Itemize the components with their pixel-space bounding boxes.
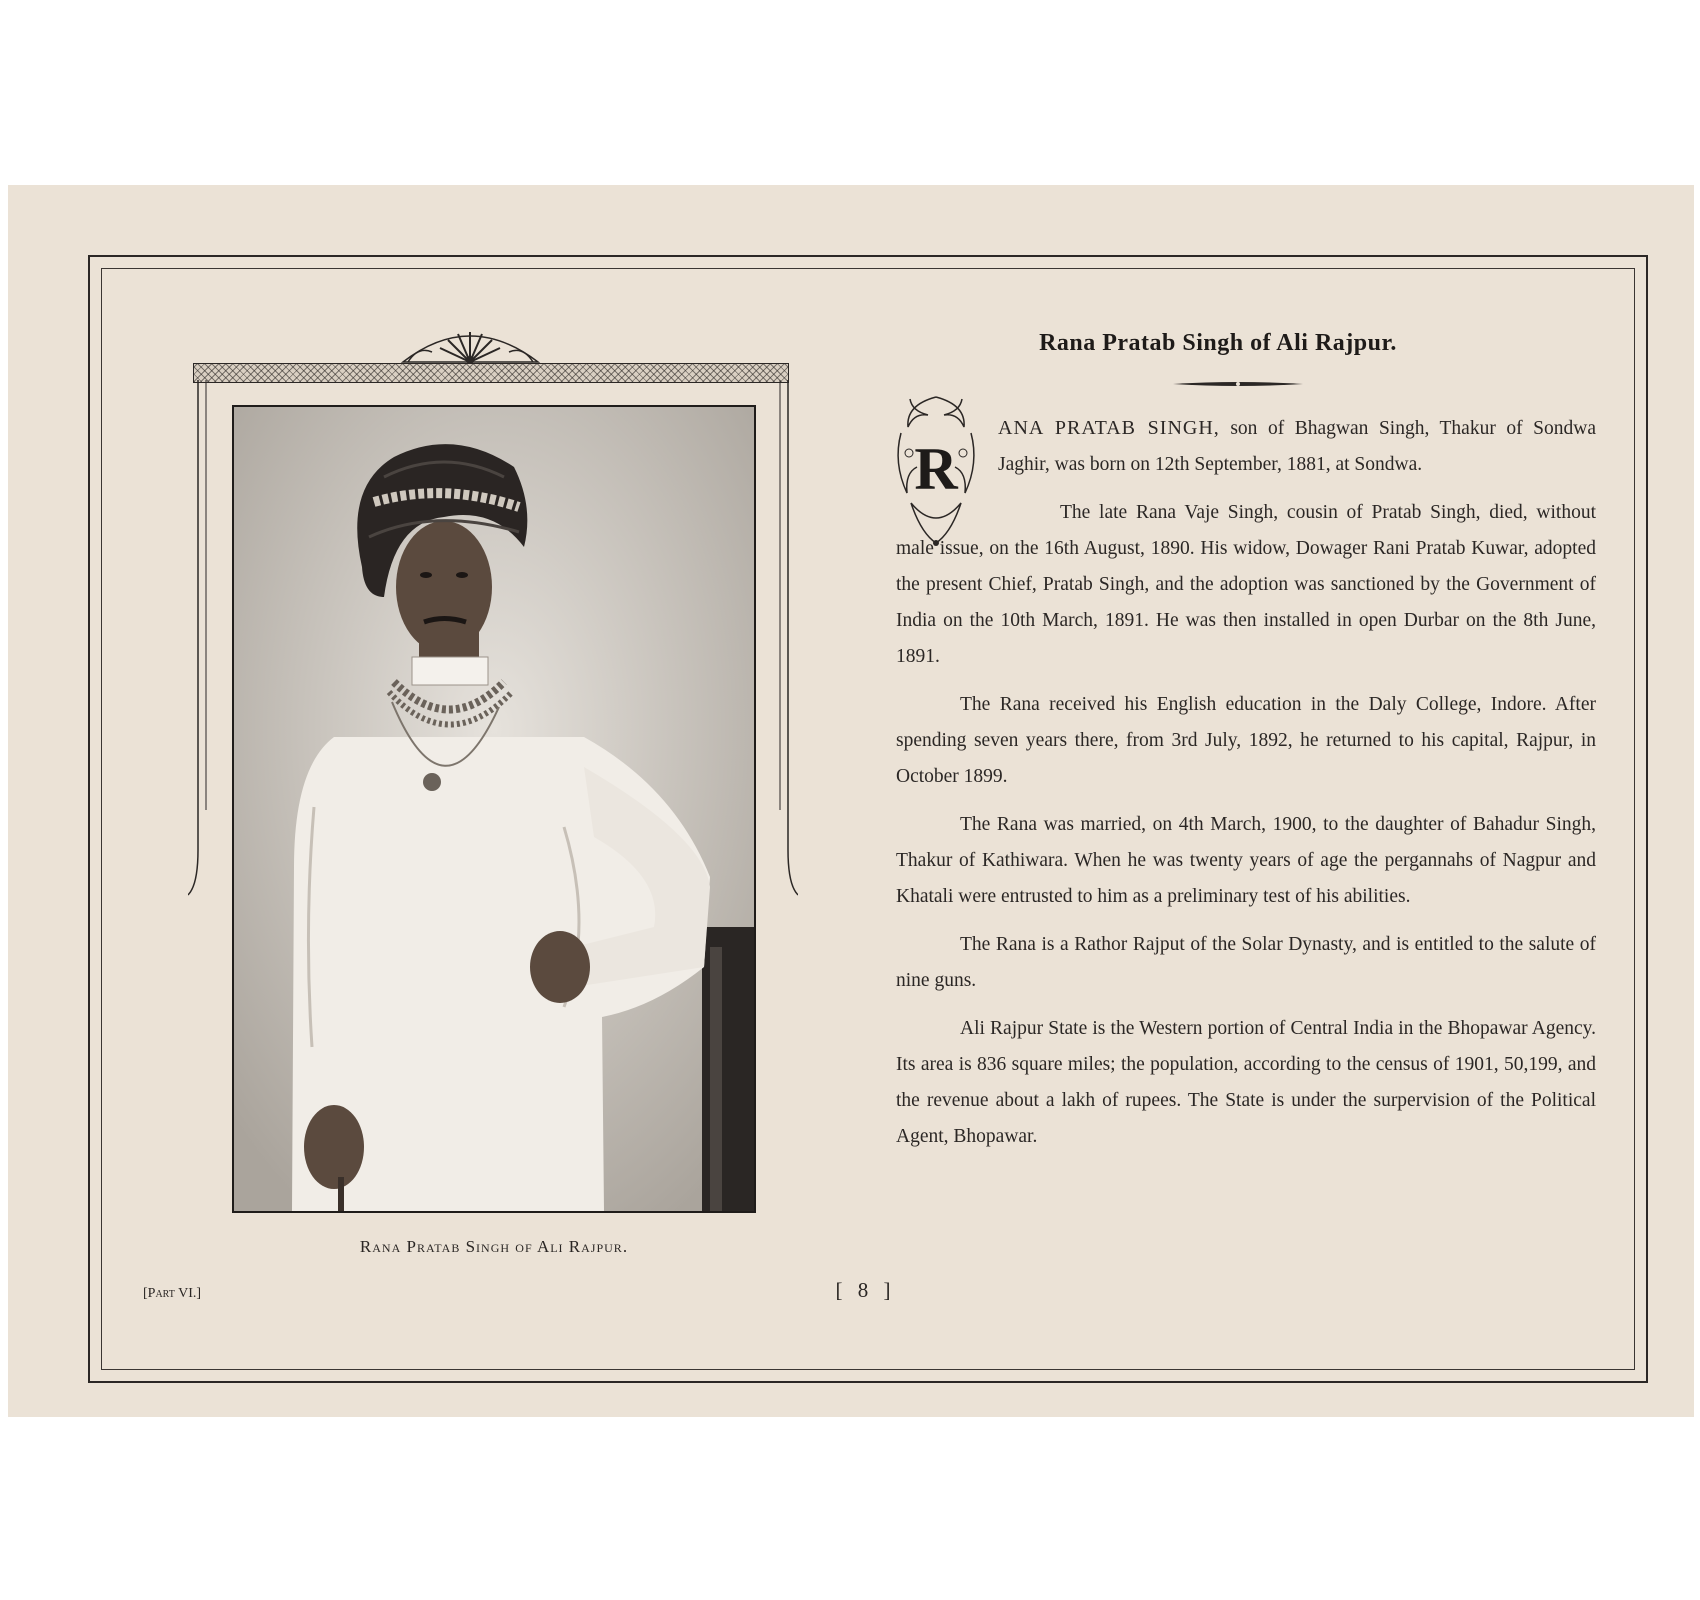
photo-caption: Rana Pratab Singh of Ali Rajpur. bbox=[359, 1237, 629, 1256]
paragraph-1 bbox=[998, 410, 1596, 483]
part-label: [Part VI.] bbox=[143, 1286, 202, 1301]
portrait-photograph bbox=[232, 405, 756, 1213]
article-body bbox=[896, 410, 1596, 1167]
book-page bbox=[8, 185, 1694, 1417]
drop-cap-letter: R bbox=[914, 436, 958, 502]
title-divider bbox=[1173, 380, 1303, 388]
page-number: [ 8 ] bbox=[835, 1278, 891, 1302]
paragraph-1-lead: ANA PRATAB SINGH, bbox=[998, 417, 1220, 439]
paragraph-2: The late Rana Vaje Singh, cousin of Pratab Singh, died, without male issue, on the 16th August, 1890. His widow, Dowager Rani Pratab Kuwar, adopted the present Chief, Pratab Singh, and the adoption was sanctioned by the Government of India on the 10th March, 1891. He was then installed in open Durbar on the 8th June, 1891. bbox=[896, 502, 1596, 667]
paragraph-6: Ali Rajpur State is the Western portion of Central India in the Bhopawar Agency. Its area is 836 square miles; the population, according to the census of 1901, 50,199, and the revenue about a lakh of rupees. The State is under the surpervision of the Political Agent, Bhopawar. bbox=[896, 1018, 1596, 1147]
paragraph-4: The Rana was married, on 4th March, 1900, to the daughter of Bahadur Singh, Thakur of Kathiwara. When he was twenty years of age the pergannahs of Nagpur and Khatali were entrusted to him as a preliminary test of his abilities. bbox=[896, 814, 1596, 907]
paragraph-3: The Rana received his English education in the Daly College, Indore. After spending seven years there, from 3rd July, 1892, he returned to his capital, Rajpur, in October 1899. bbox=[896, 694, 1596, 787]
fan-ornament-icon bbox=[398, 320, 543, 365]
page-title: Rana Pratab Singh of Ali Rajpur. bbox=[1039, 330, 1397, 356]
paragraph-5: The Rana is a Rathor Rajput of the Solar Dynasty, and is entitled to the salute of nine guns. bbox=[896, 934, 1596, 991]
paragraph-1-rest: son of Bhagwan Singh, Thakur of Sondwa Jaghir, was born on 12th September, 1881, at Sondwa. bbox=[998, 418, 1596, 475]
